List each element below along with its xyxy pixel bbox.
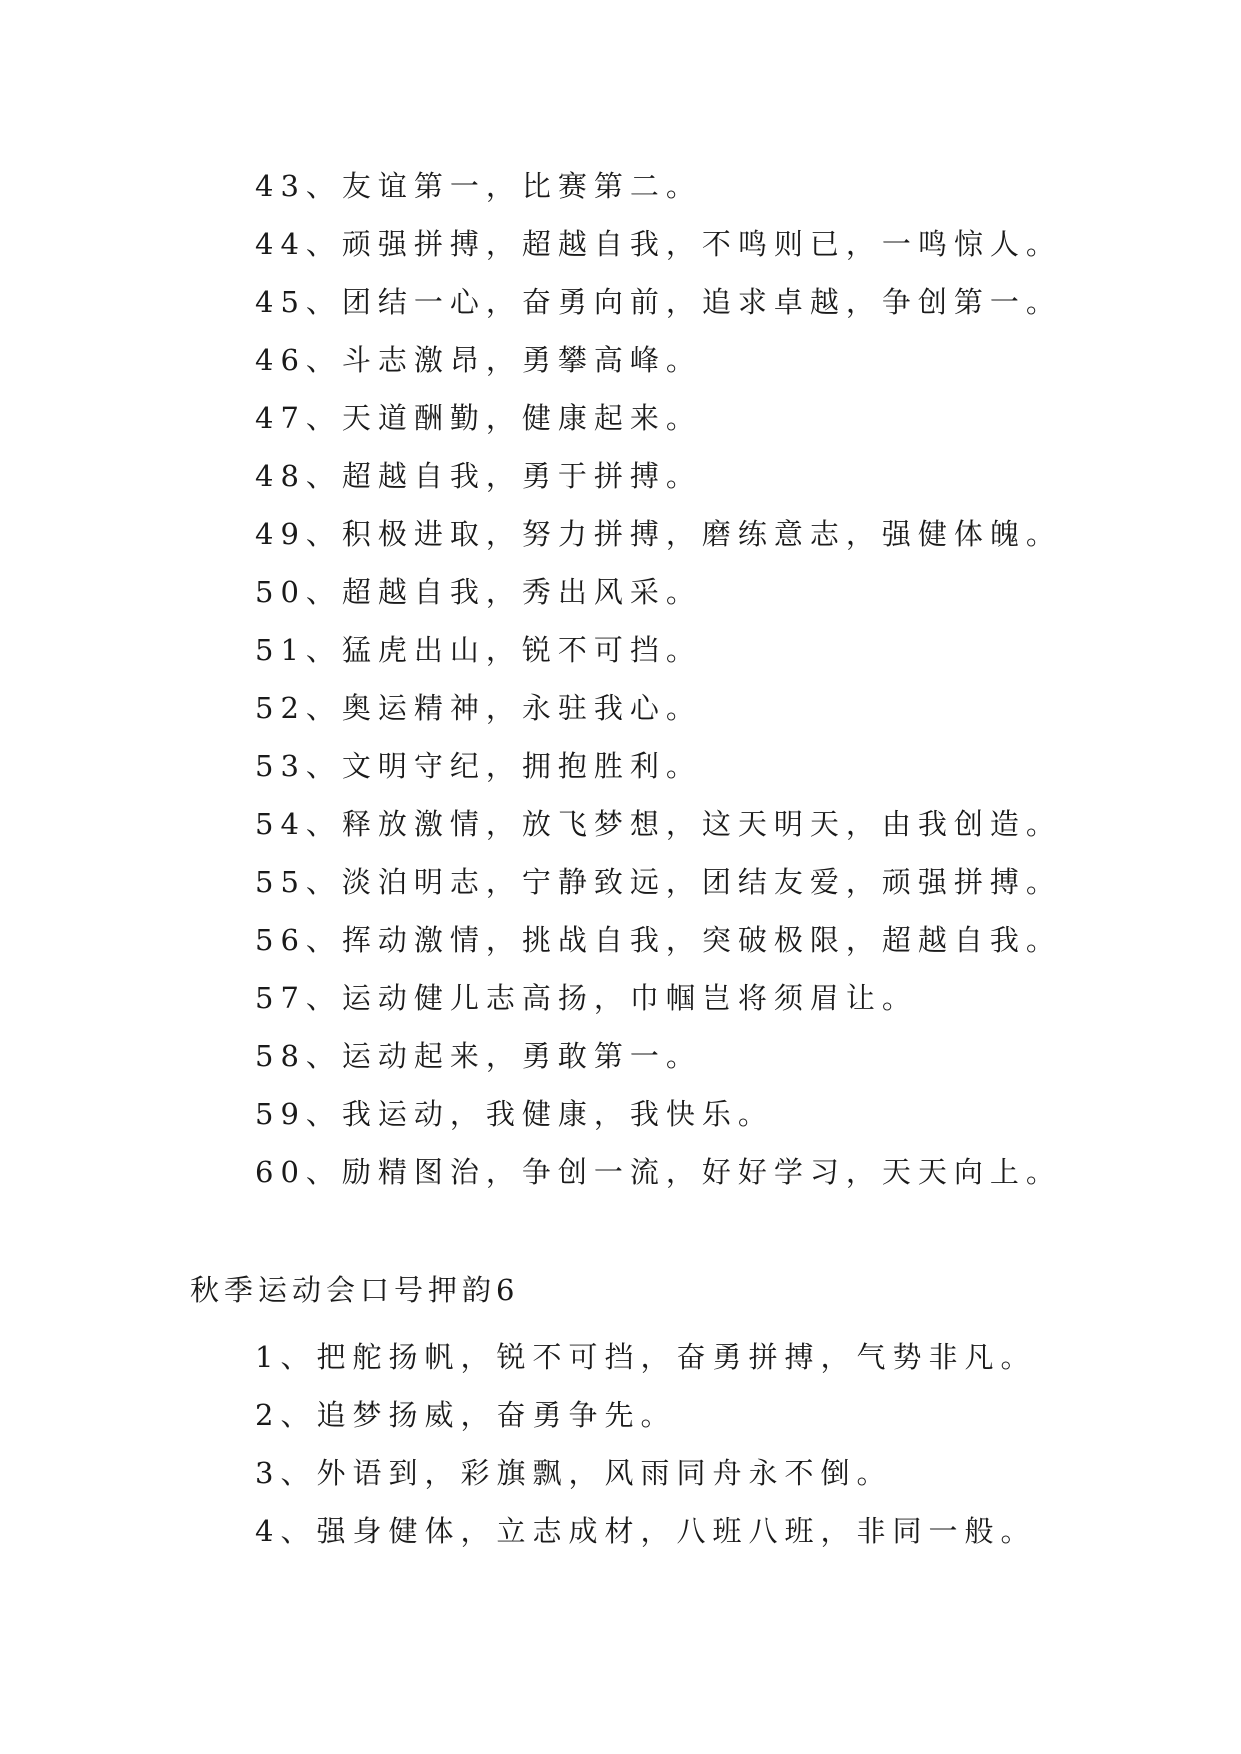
list-item: 46、斗志激昂，勇攀高峰。 (255, 343, 702, 377)
slogan-list-section-6 (255, 1328, 1036, 1560)
list-item: 4、强身健体，立志成材，八班八班，非同一般。 (255, 1514, 1037, 1548)
list-item: 3、外语到，彩旗飘，风雨同舟永不倒。 (255, 1456, 893, 1490)
list-item: 44、顽强拼搏，超越自我，不鸣则已，一鸣惊人。 (255, 227, 1062, 261)
list-item: 2、追梦扬威，奋勇争先。 (255, 1398, 677, 1432)
list-item: 51、猛虎出山，锐不可挡。 (255, 633, 702, 667)
list-item: 48、超越自我，勇于拼搏。 (255, 459, 702, 493)
section-heading: 秋季运动会口号押韵6 (190, 1273, 520, 1307)
list-item: 53、文明守纪，拥抱胜利。 (255, 749, 702, 783)
list-item: 56、挥动激情，挑战自我，突破极限，超越自我。 (255, 923, 1062, 957)
list-item: 45、团结一心，奋勇向前，追求卓越，争创第一。 (255, 285, 1062, 319)
list-item: 55、淡泊明志，宁静致远，团结友爱，顽强拼搏。 (255, 865, 1062, 899)
list-item: 50、超越自我，秀出风采。 (255, 575, 702, 609)
list-item: 60、励精图治，争创一流，好好学习，天天向上。 (255, 1155, 1062, 1189)
list-item: 54、释放激情，放飞梦想，这天明天，由我创造。 (255, 807, 1062, 841)
list-item: 58、运动起来，勇敢第一。 (255, 1039, 702, 1073)
list-item: 43、友谊第一，比赛第二。 (255, 169, 702, 203)
list-item: 52、奥运精神，永驻我心。 (255, 691, 702, 725)
list-item: 57、运动健儿志高扬，巾帼岂将须眉让。 (255, 981, 918, 1015)
slogan-list-continued (255, 157, 1062, 1201)
list-item: 1、把舵扬帆，锐不可挡，奋勇拼搏，气势非凡。 (255, 1340, 1037, 1374)
list-item: 59、我运动，我健康，我快乐。 (255, 1097, 774, 1131)
list-item: 49、积极进取，努力拼搏，磨练意志，强健体魄。 (255, 517, 1062, 551)
list-item: 47、天道酬勤，健康起来。 (255, 401, 702, 435)
